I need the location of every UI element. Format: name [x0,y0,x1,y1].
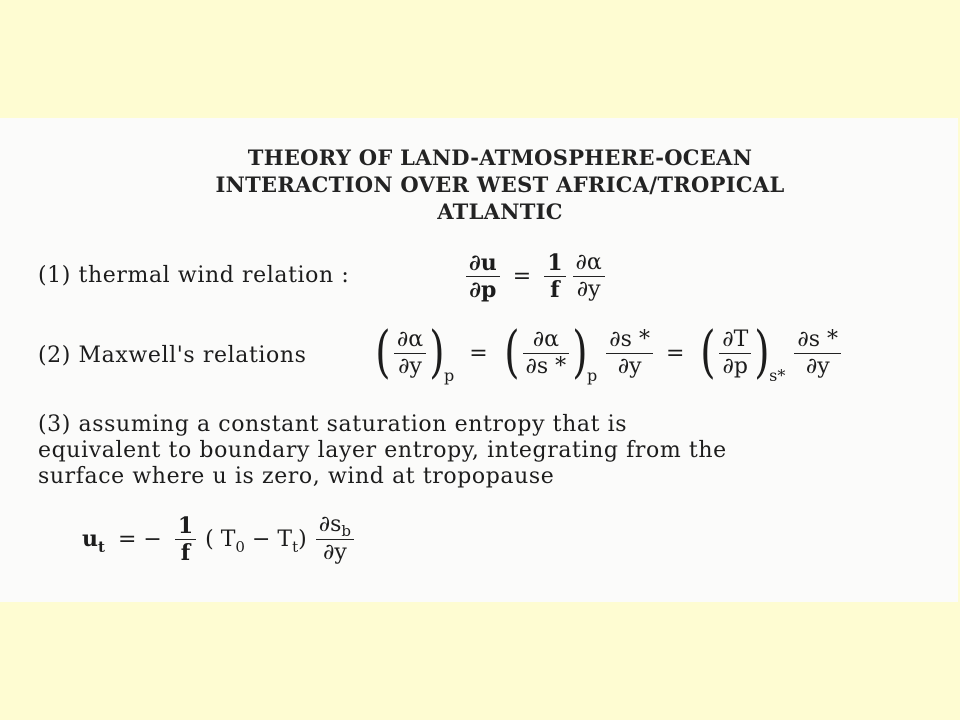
lhs-denominator: ∂p [469,277,497,303]
final-grad-subscript: b [341,522,351,540]
final-coef-denominator: f [180,539,191,566]
item-2-label: (2) Maxwell's relations [38,343,307,368]
equals-sign: = [512,264,532,289]
final-equals-minus: = − [117,526,162,552]
t3-denominator: ∂y [617,353,642,379]
final-paren-open: ( [205,526,214,552]
item-3-line-2: equivalent to boundary layer entropy, integrating from the [38,438,727,463]
item-3-line-1: (3) assuming a constant saturation entropy that is [38,412,628,437]
t4-denominator: ∂p [722,353,749,379]
t4-subscript: s* [769,366,786,385]
t3-numerator: ∂s * [606,327,653,354]
tropopause-wind-equation [82,512,354,566]
final-t0: T [220,526,236,552]
t5-numerator: ∂s * [794,327,841,354]
final-coef-numerator: 1 [175,513,196,540]
title-line-1: THEORY OF LAND-ATMOSPHERE-OCEAN [247,145,753,170]
t1-denominator: ∂y [398,353,422,379]
final-grad-denominator: ∂y [322,540,347,565]
equals-sign-1: = [469,340,488,366]
final-lhs-subscript: t [98,538,105,556]
final-tt-subscript: t [292,537,299,556]
slide-title [0,144,960,225]
final-minus: − [251,526,271,552]
coef-denominator: f [550,277,560,303]
equals-sign-2: = [665,340,685,366]
t5-denominator: ∂y [805,353,830,379]
title-line-2: INTERACTION OVER WEST AFRICA/TROPICAL [215,172,785,197]
lhs-numerator: ∂u [466,250,500,277]
t2-denominator: ∂s * [525,353,567,379]
t4-numerator: ∂T [719,327,751,354]
t1-numerator: ∂α [394,327,426,354]
final-lhs: u [82,526,98,552]
t2-numerator: ∂α [523,327,570,354]
final-tt: T [277,526,293,552]
maxwell-relations-equation: ( $\frac{\partial\alpha}{\partial y}$ )$_p$ = ( $\frac{\partial\alpha}{\partial s *}$ )$_p$ $\frac{\partial s *}{\partial y}$ = ( $\frac{\partial T}{\partial p}$ )$_{s*}$ $\frac{\partial s *}{\partial y}$ [372,325,841,381]
final-grad-numerator: ∂s [318,512,342,537]
final-paren-close: ) [298,526,307,552]
t1-subscript: p [443,366,455,385]
thermal-wind-equation [466,250,605,303]
item-1-label: (1) thermal wind relation : [38,263,350,288]
title-line-3: ATLANTIC [437,199,563,224]
final-t0-subscript: 0 [235,537,245,556]
t2-subscript: p [587,366,598,385]
rhs-denominator: ∂y [576,277,601,302]
coef-numerator: 1 [544,250,565,277]
rhs-numerator: ∂α [573,250,605,277]
item-3-line-3: surface where u is zero, wind at tropopause [38,464,555,489]
